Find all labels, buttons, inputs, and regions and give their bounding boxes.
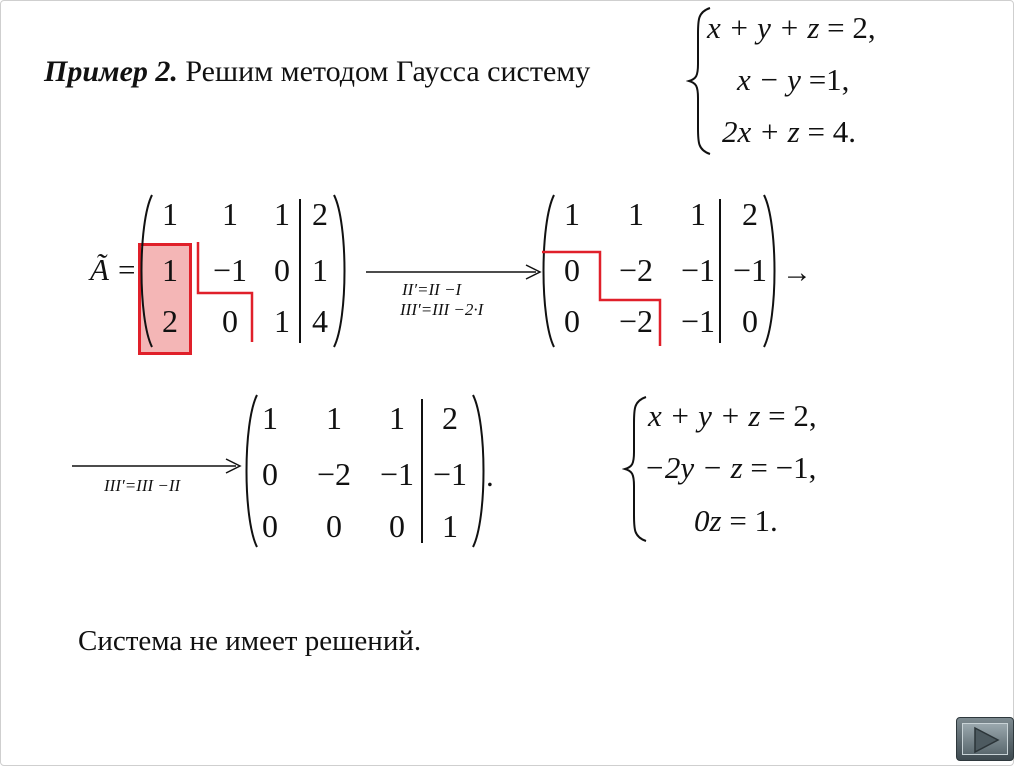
transform-arrow-1 — [366, 262, 548, 282]
matrix3-cell: −1 — [432, 456, 468, 492]
example-title — [44, 55, 590, 89]
system1-eq3-rhs: = 4. — [807, 114, 856, 149]
matrix1-cell: 2 — [312, 196, 328, 232]
matrix3-cell: 1 — [442, 508, 458, 544]
continue-arrow: → — [782, 256, 812, 289]
matrix3-cell: 1 — [326, 400, 342, 436]
example-label: Пример 2. — [44, 55, 178, 88]
matrix1-cell: 1 — [162, 252, 178, 288]
conclusion-text: Система не имеет решений. — [78, 625, 422, 657]
matrix2-cell: −1 — [732, 252, 768, 288]
matrix3-period: . — [486, 458, 494, 493]
system1-eq2-lhs: x − y — [737, 62, 801, 97]
system1-eq3 — [722, 114, 856, 150]
matrix2-cell: −1 — [680, 303, 716, 339]
matrix2-cell: 0 — [742, 303, 758, 339]
matrix1-cell: 4 — [312, 303, 328, 339]
transform-arrow-2 — [72, 456, 248, 476]
system1-eq1 — [707, 10, 876, 46]
system2-eq1 — [648, 398, 817, 434]
matrix-name: Ã — [90, 252, 109, 287]
system2-eq1-lhs: x + y + z — [648, 398, 761, 433]
matrix3-cell: 1 — [262, 400, 278, 436]
matrix1-cell: 0 — [222, 303, 238, 339]
system2-eq3-lhs: 0z — [694, 503, 722, 538]
system2-eq1-rhs: = 2, — [768, 398, 817, 433]
op1-line2: III′=III −2·I — [400, 300, 484, 319]
matrix3-cell: 0 — [262, 508, 278, 544]
matrix1-cell: 1 — [222, 196, 238, 232]
matrix2-cell: 1 — [564, 196, 580, 232]
system1-eq2 — [737, 62, 849, 98]
matrix2-cell: 2 — [742, 196, 758, 232]
matrix2-cell: 0 — [564, 303, 580, 339]
system2-eq2-rhs: = −1, — [750, 450, 817, 485]
example-text: Решим методом Гаусса систему — [185, 55, 591, 88]
next-slide-button[interactable] — [956, 717, 1014, 761]
matrix1-cell: 1 — [274, 303, 290, 339]
matrix2-cell: −2 — [618, 303, 654, 339]
matrix1-cell: 0 — [274, 252, 290, 288]
matrix2-cell: 1 — [690, 196, 706, 232]
matrix1-cell: 1 — [312, 252, 328, 288]
system1-eq1-lhs: x + y + z — [707, 10, 820, 45]
matrix2-cell: 0 — [564, 252, 580, 288]
play-next-icon — [971, 726, 1001, 754]
system2-eq3 — [694, 503, 778, 539]
matrix1-cell: −1 — [212, 252, 248, 288]
op1-line1: II′=II −I — [402, 280, 462, 299]
system2-eq3-rhs: = 1. — [729, 503, 778, 538]
matrix3-cell: 0 — [389, 508, 405, 544]
matrix2-cell: −2 — [618, 252, 654, 288]
matrix1-cell: 1 — [274, 196, 290, 232]
system1-eq2-rhs: =1, — [808, 62, 850, 97]
system1-eq1-rhs: = 2, — [827, 10, 876, 45]
system2-eq2 — [644, 450, 816, 486]
op2-label: III′=III −II — [104, 476, 181, 495]
system1-eq3-lhs: 2x + z — [722, 114, 800, 149]
system2-eq2-lhs: −2y − z — [644, 450, 743, 485]
matrix3-cell: 0 — [326, 508, 342, 544]
equals-sign: = — [118, 252, 136, 287]
matrix3-cell: 0 — [262, 456, 278, 492]
matrix3-cell: −1 — [379, 456, 415, 492]
matrix2-cell: 1 — [628, 196, 644, 232]
matrix3-cell: 2 — [442, 400, 458, 436]
matrix1-cell: 2 — [162, 303, 178, 339]
matrix3-cell: 1 — [389, 400, 405, 436]
matrix1-cell: 1 — [162, 196, 178, 232]
matrix3-cell: −2 — [316, 456, 352, 492]
matrix2-cell: −1 — [680, 252, 716, 288]
